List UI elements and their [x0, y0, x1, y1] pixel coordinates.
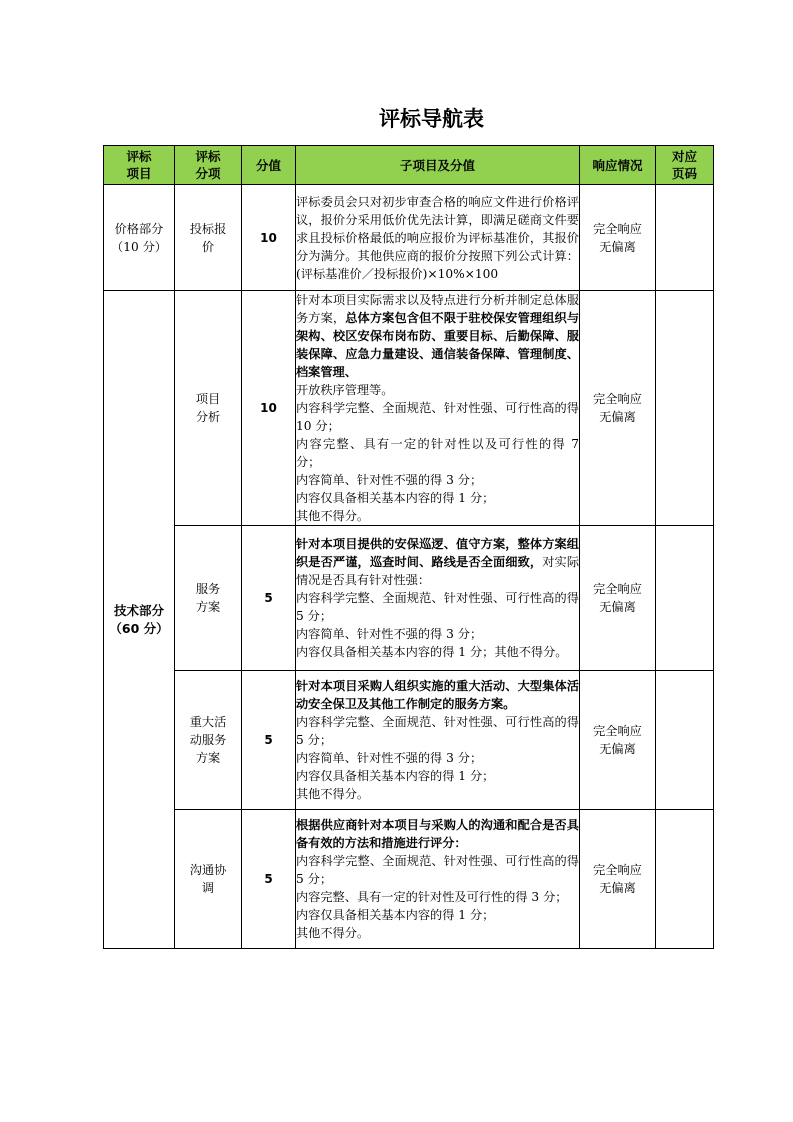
page-number-cell	[656, 671, 714, 810]
section-price: 价格部分 （10 分）	[104, 185, 175, 291]
page-number-cell	[656, 291, 714, 526]
detail-text: 根据供应商针对本项目与采购人的沟通和配合是否具备有效的方法和措施进行评分： 内容科学完整、全面规范、针对性强、可行性高的得 5 分； 内容完整、具有一定的针对性及可行性的得 3 分； 内容仅具备相关基本内容的得 1 分； 其他不得分。	[296, 810, 580, 949]
table-row	[104, 291, 714, 526]
bid-evaluation-table	[103, 145, 714, 949]
section-tech: 技术部分 （60 分）	[104, 291, 175, 949]
score-value: 5	[242, 526, 296, 671]
page-title: 评标导航表	[379, 107, 484, 131]
response-status: 完全响应 无偏离	[580, 185, 656, 291]
subitem-label: 重大活 动服务 方案	[175, 671, 242, 810]
response-status: 完全响应 无偏离	[580, 810, 656, 949]
table-row	[104, 671, 714, 810]
response-status: 完全响应 无偏离	[580, 526, 656, 671]
page-number-cell	[656, 185, 714, 291]
table-header-row	[104, 146, 714, 185]
subitem-label: 项目 分析	[175, 291, 242, 526]
response-status: 完全响应 无偏离	[580, 291, 656, 526]
response-status: 完全响应 无偏离	[580, 671, 656, 810]
table-row	[104, 810, 714, 949]
header-subitem: 评标 分项	[175, 146, 242, 185]
subitem-label: 投标报 价	[175, 185, 242, 291]
score-value: 10	[242, 291, 296, 526]
score-value: 5	[242, 810, 296, 949]
page-number-cell	[656, 526, 714, 671]
score-value: 5	[242, 671, 296, 810]
detail-text: 针对本项目采购人组织实施的重大活动、大型集体活动安全保卫及其他工作制定的服务方案。 内容科学完整、全面规范、针对性强、可行性高的得 5 分； 内容简单、针对性不强的得 3 分； 内容仅具备相关基本内容的得 1 分； 其他不得分。	[296, 671, 580, 810]
header-score: 分值	[242, 146, 296, 185]
header-detail: 子项目及分值	[296, 146, 580, 185]
header-response: 响应情况	[580, 146, 656, 185]
subitem-label: 服务 方案	[175, 526, 242, 671]
header-page: 对应 页码	[656, 146, 714, 185]
table-row	[104, 526, 714, 671]
table-row	[104, 185, 714, 291]
header-item: 评标 项目	[104, 146, 175, 185]
detail-text: 针对本项目提供的安保巡逻、值守方案，整体方案组织是否严谨，巡查时间、路线是否全面细致，对实际情况是否具有针对性强： 内容科学完整、全面规范、针对性强、可行性高的得 5 分； 内容简单、针对性不强的得 3 分； 内容仅具备相关基本内容的得 1 分；其他不得分。	[296, 526, 580, 671]
page-number-cell	[656, 810, 714, 949]
score-value: 10	[242, 185, 296, 291]
detail-text: 针对本项目实际需求以及特点进行分析并制定总体服务方案，总体方案包含但不限于驻校保安管理组织与架构、校区安保布岗布防、重要目标、后勤保障、服装保障、应急力量建设、通信装备保障、管理制度、档案管理、 开放秩序管理等。 内容科学完整、全面规范、针对性强、可行性高的得 10 分； 内容完整、具有一定的针对性以及可行性的得 7 分； 内容简单、针对性不强的得 3 分； 内容仅具备相关基本内容的得 1 分； 其他不得分。	[296, 291, 580, 526]
detail-text: 评标委员会只对初步审查合格的响应文件进行价格评议，报价分采用低价优先法计算，即满足磋商文件要求且投标价格最低的响应报价为评标基准价，其报价分为满分。其他供应商的报价分按照下列公式计算：(评标基准价／投标报价)×10%×100	[296, 185, 580, 291]
subitem-label: 沟通协 调	[175, 810, 242, 949]
